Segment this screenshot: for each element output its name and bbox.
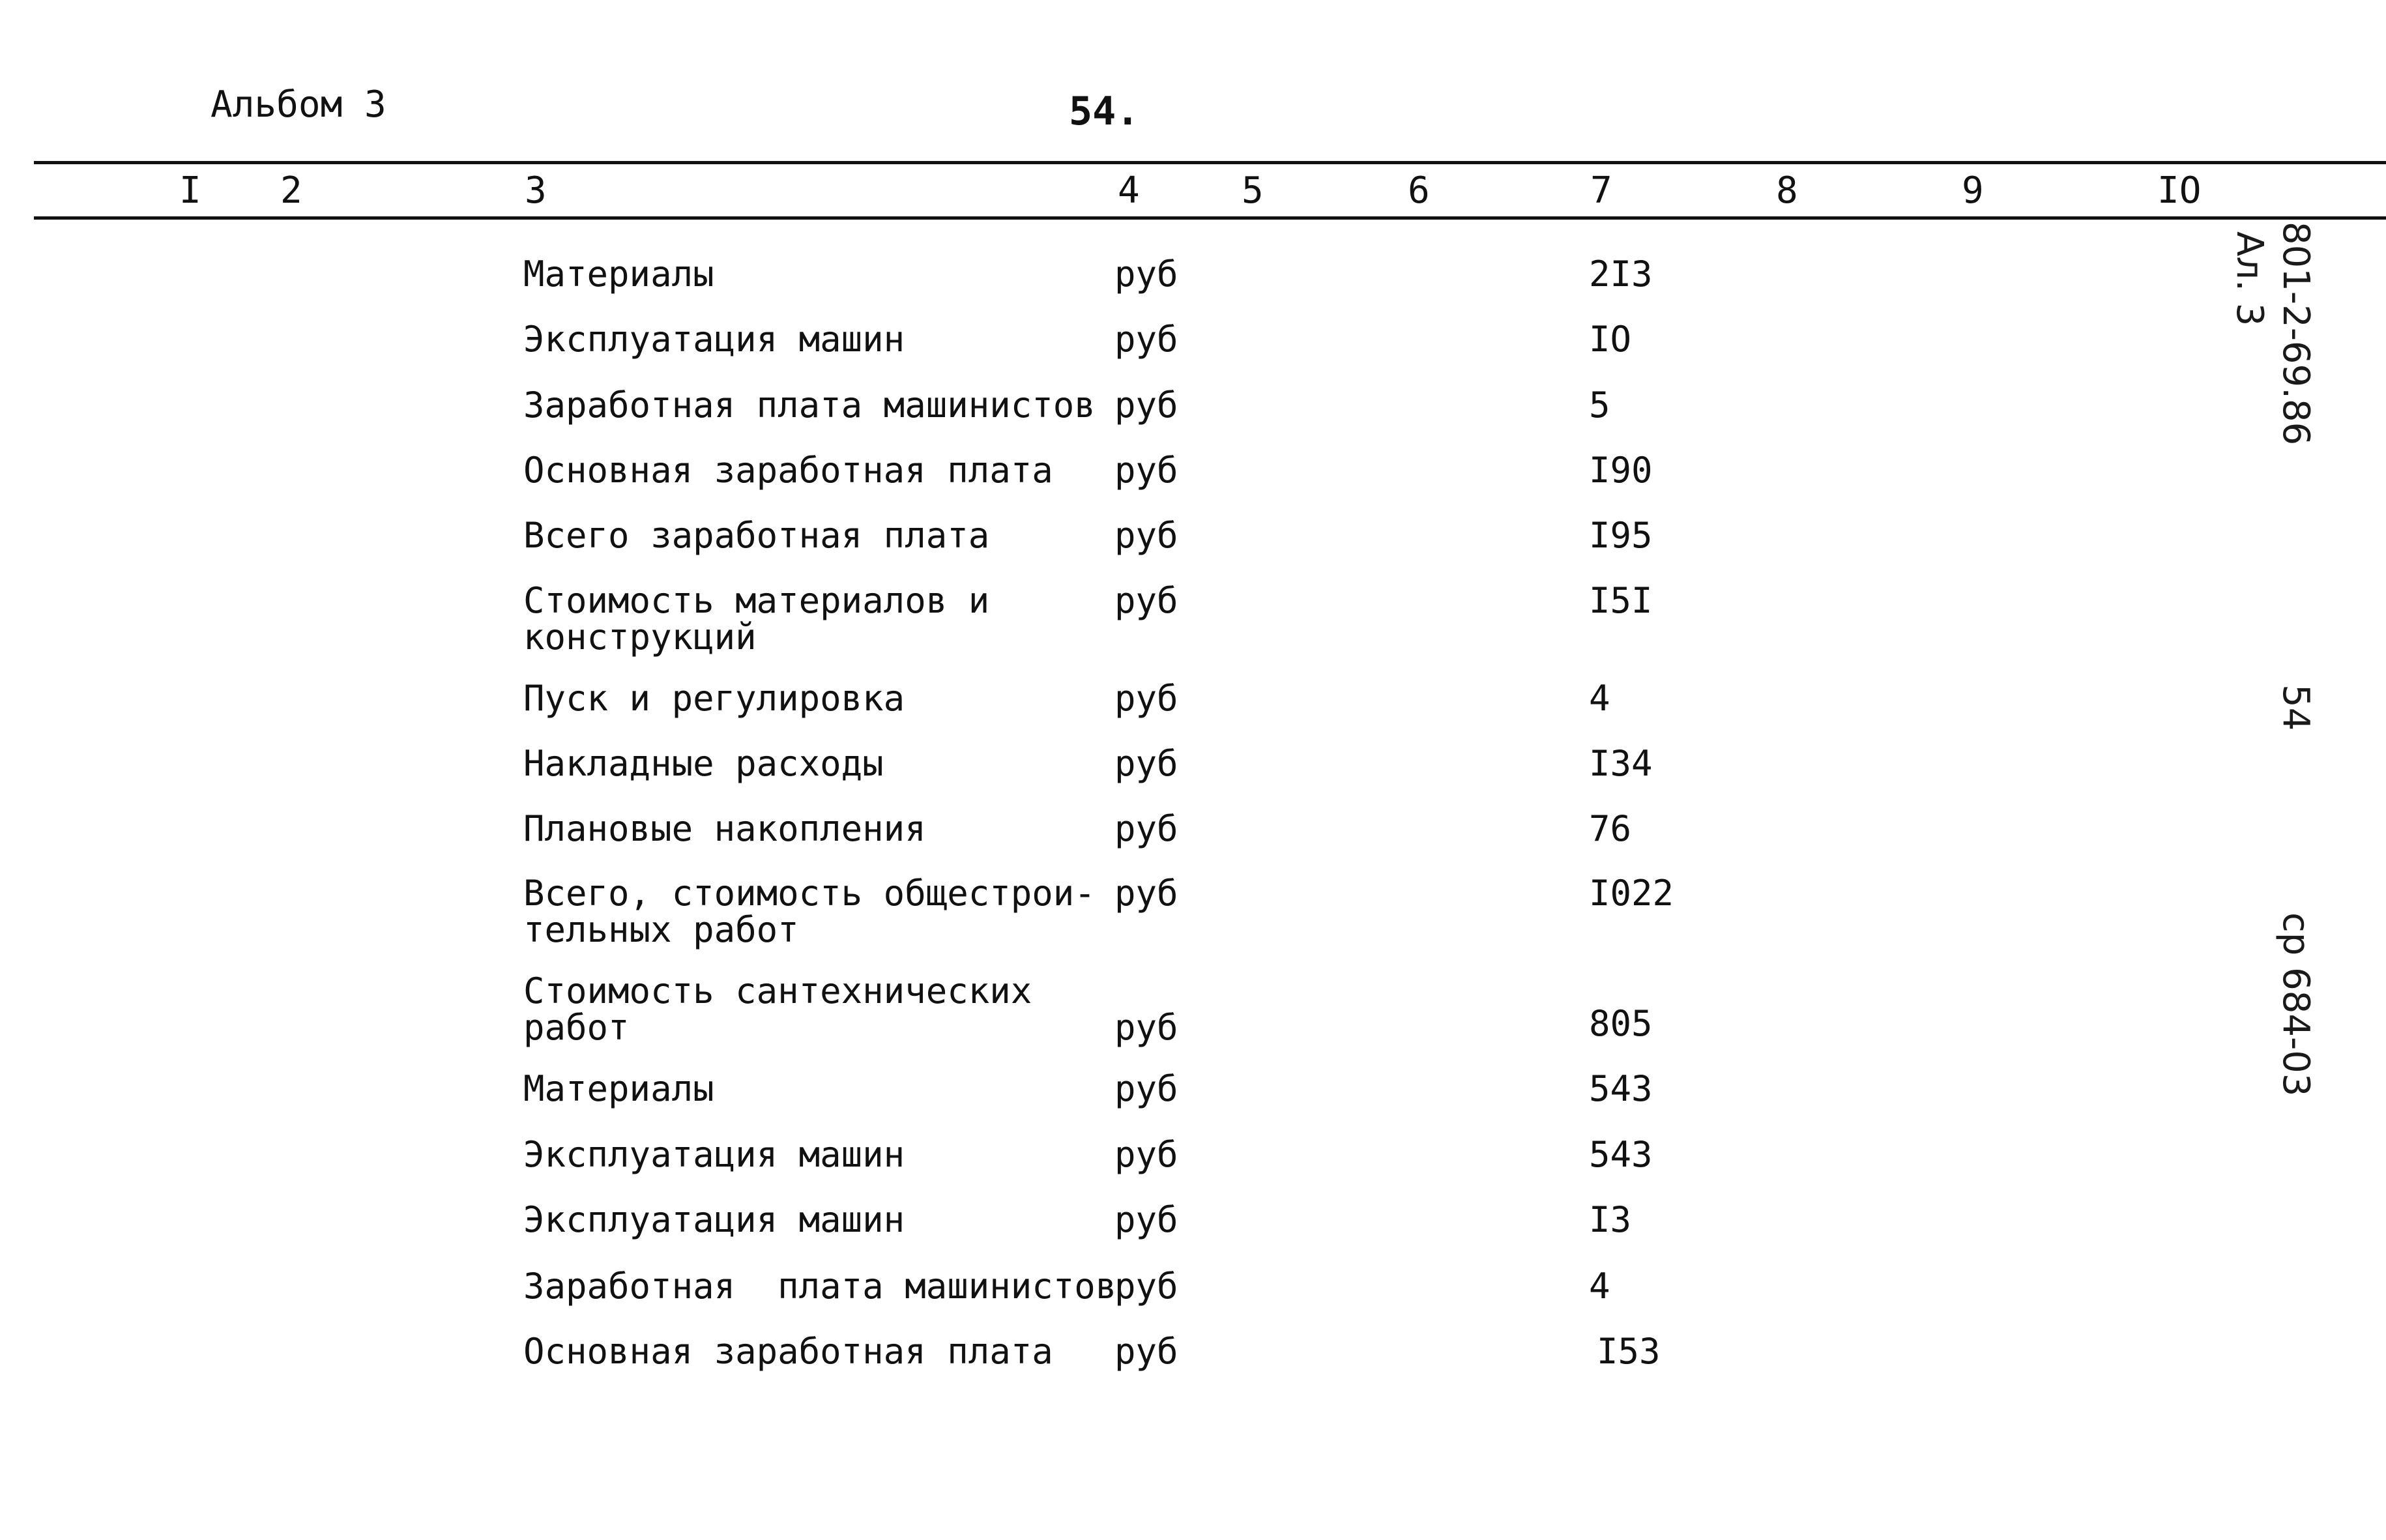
row-unit: руб (1114, 385, 1178, 426)
header-bottom-rule (34, 216, 2386, 220)
row-value: IO (1589, 319, 1632, 360)
row-unit: руб (1114, 873, 1178, 914)
row-value: I53 (1597, 1331, 1661, 1372)
row-name: Эксплуатация машин (523, 319, 905, 360)
row-value: I022 (1589, 873, 1674, 914)
column-header-5: 5 (1242, 169, 1264, 212)
header-top-rule (34, 161, 2386, 164)
row-name: Всего, стоимость общестрои- тельных работ (523, 873, 1096, 950)
column-header-3: 3 (525, 169, 547, 212)
row-value: 76 (1589, 808, 1632, 849)
doc-code-note: ср 684-03 (2275, 912, 2317, 1097)
album-ref-note: Ал. 3 (2228, 231, 2271, 327)
row-name: Материалы (523, 254, 714, 295)
column-header-7: 7 (1590, 169, 1612, 212)
row-name: Стоимость материалов и конструкций (523, 580, 990, 658)
row-name: Стоимость сантехнических работ (523, 970, 1032, 1048)
row-value: 543 (1589, 1068, 1653, 1109)
row-value: 2I3 (1589, 254, 1653, 295)
row-unit: руб (1114, 319, 1178, 360)
row-value: 805 (1589, 1003, 1653, 1044)
row-value: 5 (1589, 385, 1610, 426)
row-value: I95 (1589, 515, 1653, 556)
column-header-8: 8 (1776, 169, 1798, 212)
column-header-9: 9 (1962, 169, 1984, 212)
row-value: I3 (1589, 1199, 1632, 1240)
row-unit: руб (1114, 678, 1178, 719)
row-unit: руб (1114, 1134, 1178, 1175)
row-unit: руб (1114, 450, 1178, 491)
column-header-1: I (179, 169, 201, 212)
row-name: Эксплуатация машин (523, 1199, 905, 1240)
row-value: I90 (1589, 450, 1653, 491)
row-name: Заработная плата машинистов (523, 385, 1096, 426)
row-name: Пуск и регулировка (523, 678, 905, 719)
row-name: Заработная плата машинистов (523, 1266, 1117, 1307)
row-name: Основная заработная плата (523, 1331, 1053, 1372)
row-unit: руб (1114, 580, 1178, 621)
row-unit: руб (1114, 515, 1178, 556)
album-label: Альбом 3 (211, 83, 386, 126)
row-unit: руб (1114, 1266, 1178, 1307)
row-name: Основная заработная плата (523, 450, 1053, 491)
row-name: Эксплуатация машин (523, 1134, 905, 1175)
project-code-note: 801-2-69.86 (2275, 222, 2317, 446)
column-header-10: IO (2157, 169, 2202, 212)
row-unit: руб (1114, 1331, 1178, 1372)
column-header-4: 4 (1118, 169, 1140, 212)
row-value: 4 (1589, 678, 1610, 719)
row-unit: руб (1114, 254, 1178, 295)
row-unit: руб (1114, 1007, 1178, 1048)
row-value: I34 (1589, 743, 1653, 784)
row-unit: руб (1114, 743, 1178, 784)
column-header-6: 6 (1408, 169, 1430, 212)
row-value: I5I (1589, 580, 1653, 621)
row-unit: руб (1114, 1199, 1178, 1240)
column-header-2: 2 (280, 169, 302, 212)
page-number: 54. (1069, 89, 1140, 134)
row-name: Материалы (523, 1068, 714, 1109)
row-name: Плановые накопления (523, 808, 926, 849)
row-name: Накладные расходы (523, 743, 884, 784)
row-value: 543 (1589, 1134, 1653, 1175)
row-unit: руб (1114, 1068, 1178, 1109)
row-unit: руб (1114, 808, 1178, 849)
page-mark-note: 54 (2275, 684, 2317, 731)
row-value: 4 (1589, 1266, 1610, 1307)
row-name: Всего заработная плата (523, 515, 990, 556)
